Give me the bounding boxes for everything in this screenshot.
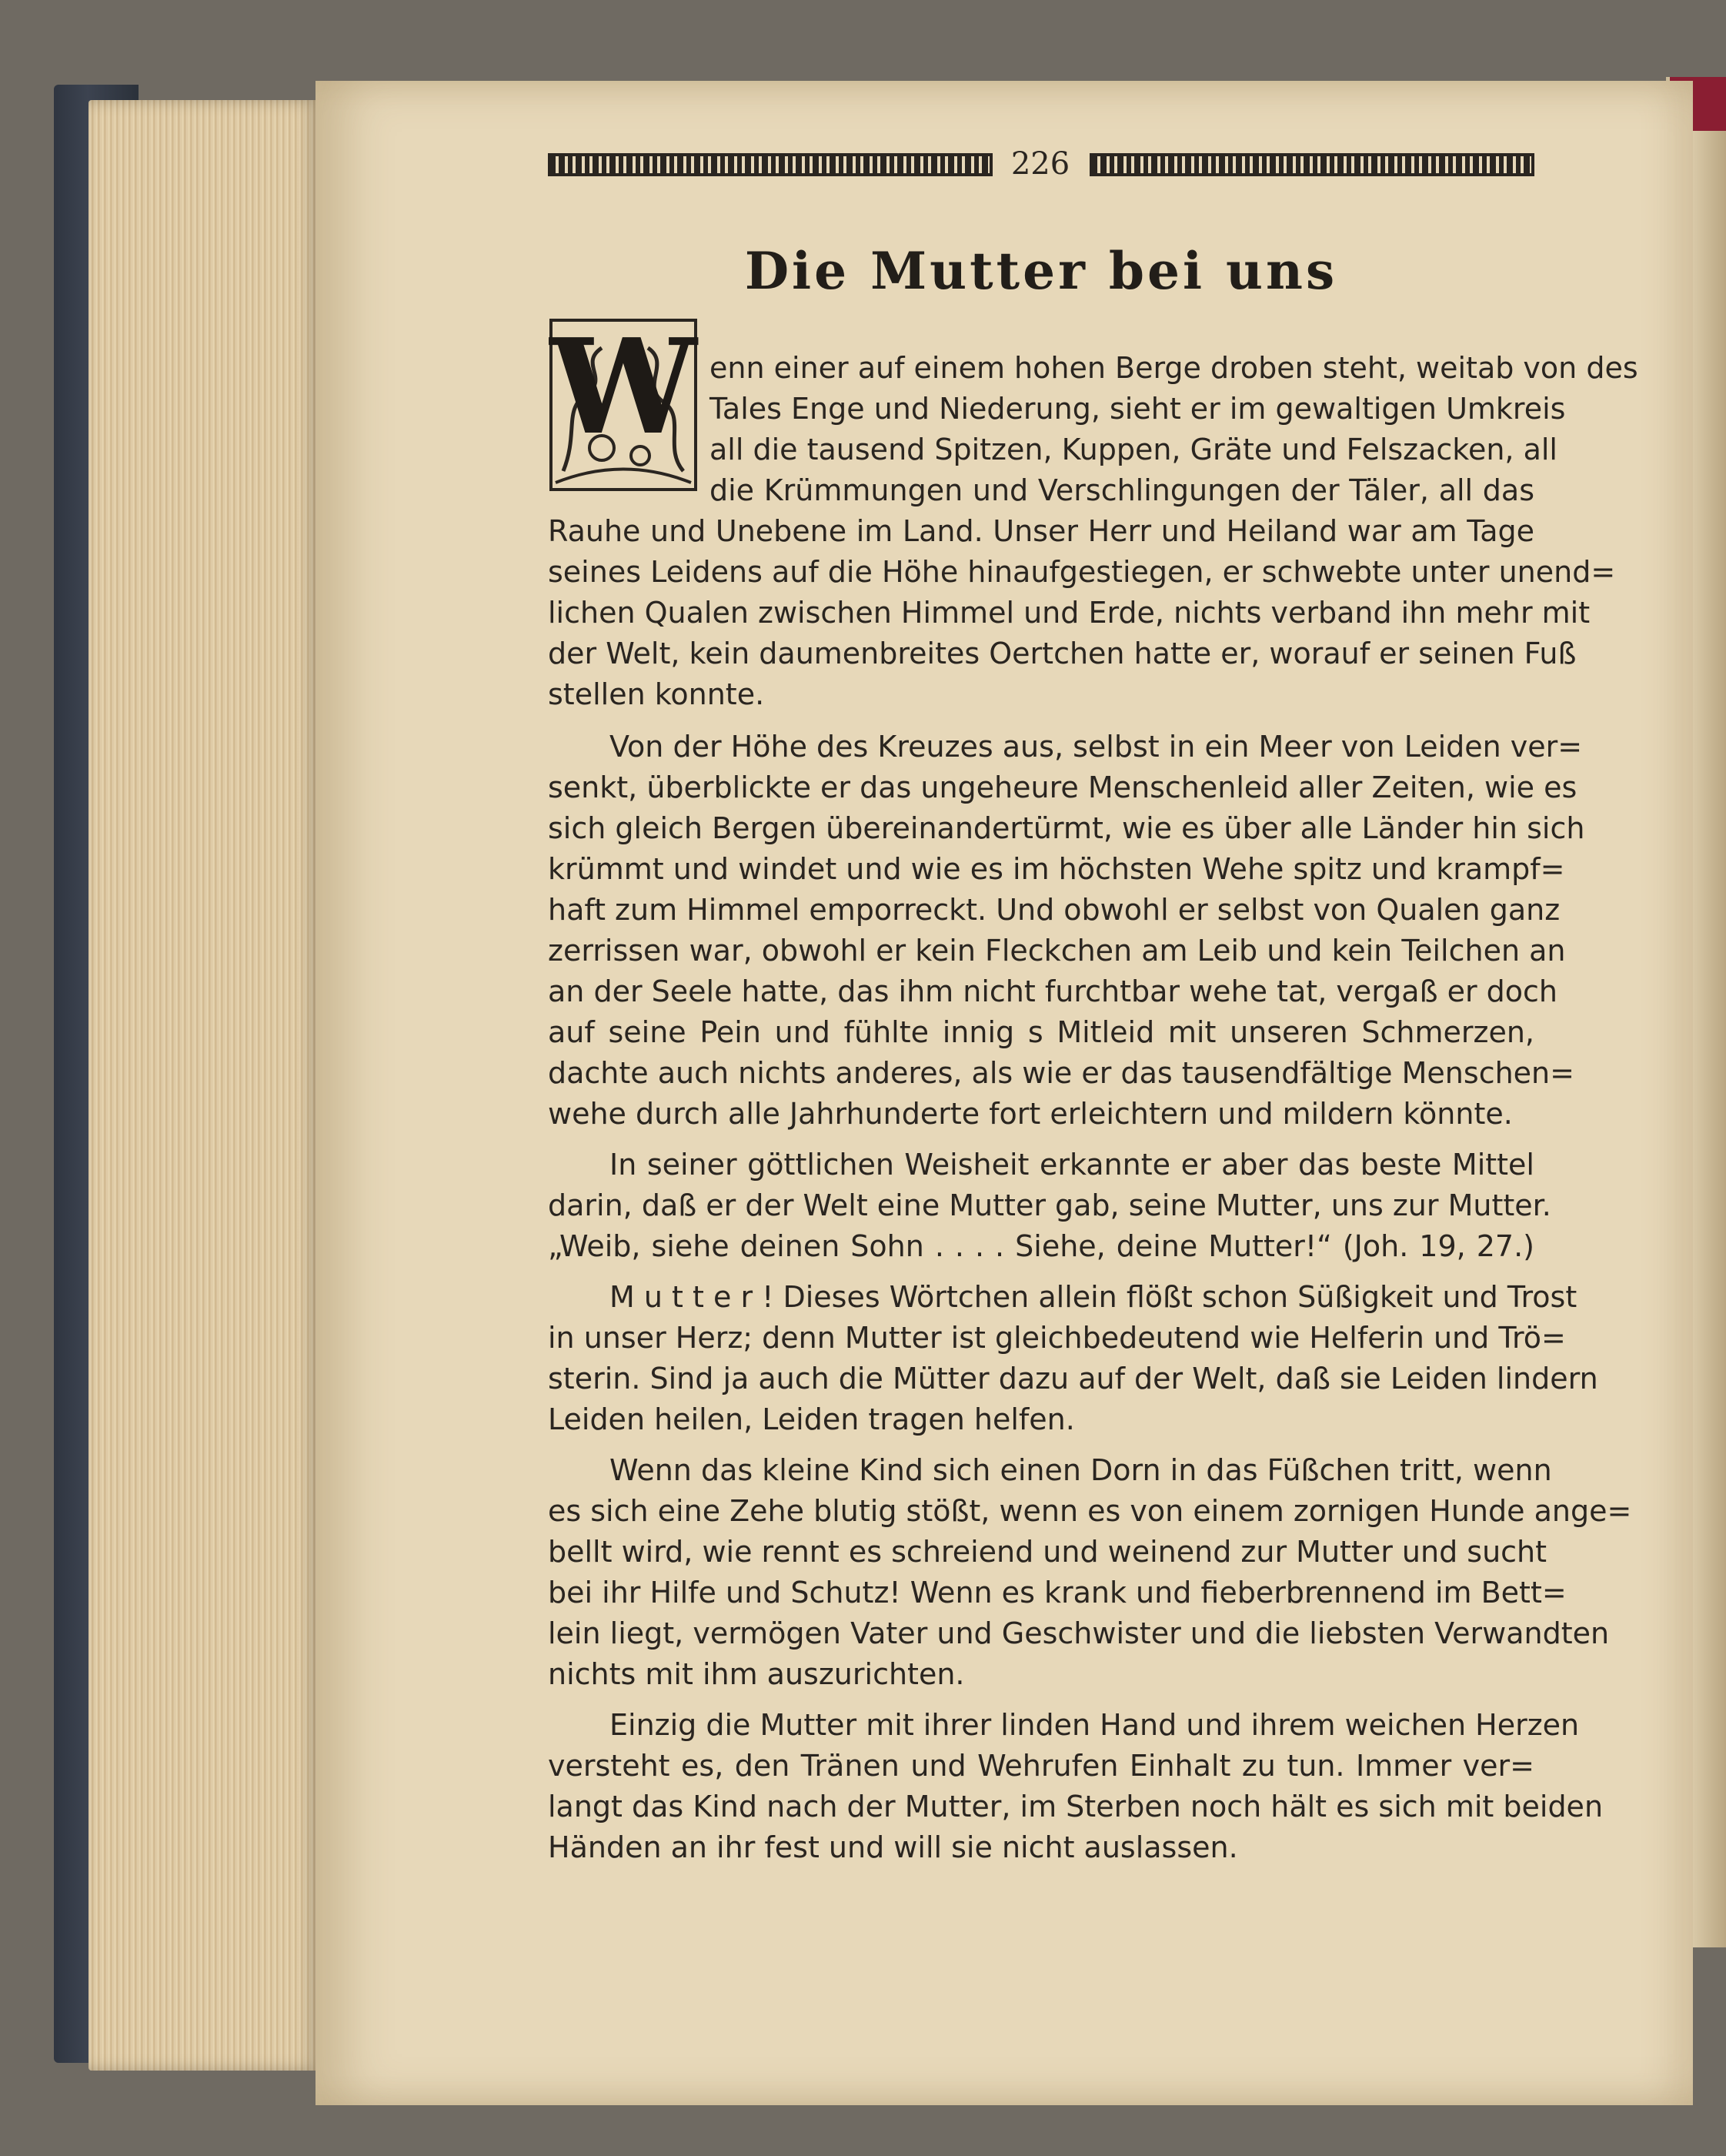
text-line: haft zum Himmel emporreckt. Und obwohl er selbst von Qualen ganz (548, 893, 1561, 927)
text-line: senkt, überblickte er das ungeheure Menschenleid aller Zeiten, wie es (548, 770, 1577, 804)
text-line: bellt wird, wie rennt es schreiend und weinend zur Mutter und sucht (548, 1535, 1547, 1569)
text-line: an der Seele hatte, das ihm nicht furchtbar wehe tat, vergaß er doch (548, 974, 1558, 1008)
text-line: sich gleich Bergen übereinandertürmt, wie es über alle Länder hin sich (548, 811, 1585, 845)
page-header (548, 142, 1534, 186)
page-number: 226 (1010, 146, 1070, 182)
text-line: dachte auch nichts anderes, als wie er das tausendfältige Menschen= (548, 1056, 1574, 1090)
decorative-initial (548, 317, 699, 493)
text-line: Rauhe und Unebene im Land. Unser Herr und Heiland war am Tage (548, 514, 1534, 548)
text-line: darin, daß er der Welt eine Mutter gab, seine Mutter, uns zur Mutter. (548, 1188, 1551, 1222)
text-line: langt das Kind nach der Mutter, im Sterben noch hält es sich mit beiden (548, 1790, 1604, 1823)
text-line: Tales Enge und Niederung, sieht er im gewaltigen Umkreis (709, 392, 1566, 426)
text-line: zerrissen war, obwohl er kein Fleckchen am Leib und kein Teilchen an (548, 934, 1566, 968)
text-line: auf seine Pein und fühlte innig s Mitleid mit unseren Schmerzen, (548, 1015, 1534, 1049)
text-line: die Krümmungen und Verschlingungen der Täler, all das (709, 473, 1534, 507)
chapter-title: Die Mutter bei uns (744, 241, 1338, 301)
text-line: Einzig die Mutter mit ihrer linden Hand und ihrem weichen Herzen (609, 1708, 1580, 1742)
text-line: seines Leidens auf die Höhe hinaufgestiegen, er schwebte unter unend= (548, 555, 1616, 589)
text-line: versteht es, den Tränen und Wehrufen Einhalt zu tun. Immer ver= (548, 1749, 1534, 1783)
text-line: bei ihr Hilfe und Schutz! Wenn es krank und fieberbrennend im Bett= (548, 1576, 1567, 1609)
text-line: „Weib, siehe deinen Sohn . . . . Siehe, deine Mutter!“ (Joh. 19, 27.) (548, 1229, 1534, 1263)
text-line: lein liegt, vermögen Vater und Geschwister und die liebsten Verwandten (548, 1616, 1610, 1650)
text-line: stellen konnte. (548, 677, 765, 711)
text-line: es sich eine Zehe blutig stößt, wenn es von einem zornigen Hunde ange= (548, 1494, 1632, 1528)
text-line: der Welt, kein daumenbreites Oertchen hatte er, worauf er seinen Fuß (548, 637, 1577, 670)
text-line: Wenn das kleine Kind sich einen Dorn in das Füßchen tritt, wenn (609, 1453, 1552, 1487)
ornament-bar-right (1090, 153, 1534, 176)
text-line: In seiner göttlichen Weisheit erkannte er aber das beste Mittel (609, 1148, 1534, 1182)
text-line: Von der Höhe des Kreuzes aus, selbst in ein Meer von Leiden ver= (609, 730, 1583, 764)
drop-cap-ornament-icon (548, 317, 699, 493)
page-block-edges (88, 100, 319, 2071)
text-line: sterin. Sind ja auch die Mütter dazu auf der Welt, daß sie Leiden lindern (548, 1362, 1598, 1396)
text-line: enn einer auf einem hohen Berge droben steht, weitab von des (709, 351, 1638, 385)
ornament-bar-left (548, 153, 993, 176)
text-line: lichen Qualen zwischen Himmel und Erde, nichts verband ihn mehr mit (548, 596, 1591, 630)
text-line: M u t t e r ! Dieses Wörtchen allein flößt schon Süßigkeit und Trost (609, 1280, 1577, 1314)
drop-cap-letter: W (549, 317, 697, 464)
text-line: all die tausend Spitzen, Kuppen, Gräte und Felszacken, all (709, 433, 1557, 466)
text-line: wehe durch alle Jahrhunderte fort erleichtern und mildern könnte. (548, 1097, 1513, 1131)
text-line: Leiden heilen, Leiden tragen helfen. (548, 1402, 1075, 1436)
text-line: in unser Herz; denn Mutter ist gleichbedeutend wie Helferin und Trö= (548, 1321, 1566, 1355)
text-line: Händen an ihr fest und will sie nicht auslassen. (548, 1830, 1238, 1864)
text-line: nichts mit ihm auszurichten. (548, 1657, 965, 1691)
text-line: krümmt und windet und wie es im höchsten Wehe spitz und krampf= (548, 852, 1565, 886)
